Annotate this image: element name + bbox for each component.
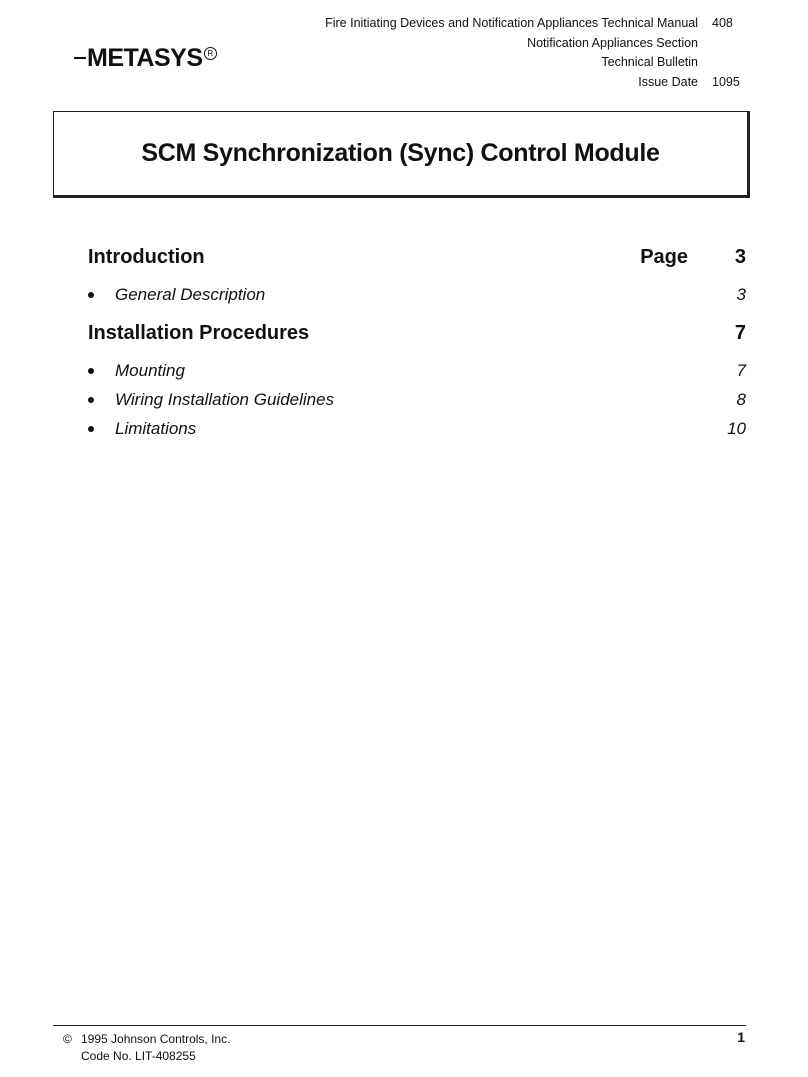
title-box bbox=[53, 111, 750, 198]
toc-section-installation-procedures bbox=[88, 322, 746, 448]
copyright-icon: © bbox=[63, 1032, 72, 1046]
toc-item-page: 8 bbox=[736, 390, 746, 409]
bullet-icon bbox=[88, 292, 94, 298]
toc-item-page: 10 bbox=[727, 419, 746, 438]
header-meta bbox=[325, 14, 740, 92]
bullet-icon bbox=[88, 368, 94, 374]
document-title: SCM Synchronization (Sync) Control Module bbox=[141, 139, 660, 167]
footer-left bbox=[63, 1031, 230, 1065]
footer-copyright-line bbox=[63, 1031, 230, 1048]
toc-item-title: Mounting bbox=[115, 361, 185, 380]
toc-page-column-label: Page bbox=[640, 246, 688, 268]
toc-item-page: 3 bbox=[736, 285, 746, 304]
issue-date-value: 1095 bbox=[712, 74, 740, 89]
document-type-code bbox=[698, 53, 740, 73]
toc-section-title: Installation Procedures bbox=[88, 322, 310, 344]
document-type: Technical Bulletin bbox=[601, 55, 698, 69]
toc-section-introduction bbox=[88, 246, 746, 314]
toc-item-page: 7 bbox=[736, 361, 746, 380]
footer-code: Code No. LIT-408255 bbox=[81, 1049, 196, 1063]
toc-section-heading bbox=[88, 246, 746, 278]
section-code bbox=[698, 34, 740, 54]
section-name: Notification Appliances Section bbox=[527, 35, 698, 50]
copyright-text: 1995 Johnson Controls, Inc. bbox=[81, 1032, 231, 1046]
bullet-icon bbox=[88, 397, 94, 403]
issue-date-label: Issue Date bbox=[638, 74, 698, 89]
toc-item-title: Wiring Installation Guidelines bbox=[115, 390, 335, 409]
page-number: 1 bbox=[737, 1029, 745, 1045]
toc-item-title: General Description bbox=[115, 285, 266, 304]
manual-title: Fire Initiating Devices and Notification Appliances Technical Manual bbox=[325, 16, 698, 30]
toc-section-heading bbox=[88, 322, 746, 354]
logo-dash bbox=[74, 57, 86, 59]
table-of-contents bbox=[88, 246, 746, 448]
toc-item[interactable] bbox=[88, 419, 746, 448]
toc-section-page: 3 bbox=[734, 246, 746, 268]
toc-item[interactable] bbox=[88, 285, 746, 314]
bullet-icon bbox=[88, 426, 94, 432]
logo-text: METASYS bbox=[87, 44, 203, 72]
toc-item[interactable] bbox=[88, 361, 746, 390]
toc-section-page: 7 bbox=[734, 322, 746, 344]
header-meta-row-manual bbox=[325, 14, 740, 34]
toc-item[interactable] bbox=[88, 390, 746, 419]
header-meta-row-doctype bbox=[325, 53, 740, 73]
header-meta-row-section bbox=[325, 34, 740, 54]
toc-item-title: Limitations bbox=[115, 419, 197, 438]
registered-mark-icon: R bbox=[204, 47, 217, 60]
header-meta-row-issue bbox=[325, 73, 740, 93]
footer-divider bbox=[53, 1025, 746, 1026]
metasys-logo bbox=[74, 44, 217, 73]
manual-number: 408 bbox=[712, 16, 733, 30]
toc-section-title: Introduction bbox=[88, 246, 205, 268]
